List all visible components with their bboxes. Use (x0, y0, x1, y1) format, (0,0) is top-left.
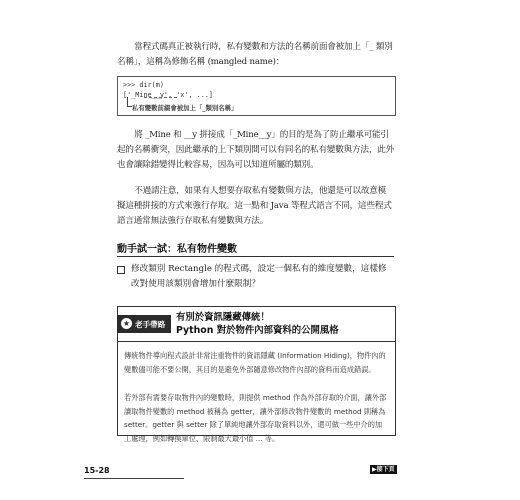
section-rule (117, 256, 394, 257)
tip-body-1: 傳統物件導向程式設計非常注重物件的資訊隱藏 (Information Hiding)，物件內的變數儘可能不要公開，其目的是避免外部隨意修改物件內部的資料而造成錯誤。 (124, 351, 386, 374)
code-line-dir: >>> dir(m) (123, 81, 164, 89)
exercise-item (117, 262, 394, 292)
tip-header (118, 307, 395, 342)
star-icon: ★ (122, 319, 131, 328)
tip-title-line-1: 有別於資訊隱藏傳統！ (176, 312, 270, 323)
paragraph-forced-access: 不過請注意，如果有人想要存取私有變數與方法，他還是可以故意模擬這種拼接的方式來強行存取。這一點和 Java 等程式語言不同，這些程式語言通常無法強行存取私有變數與方法。 (117, 186, 392, 226)
code-line-output: ['_Mine__y', 'x', ...] (123, 91, 214, 99)
tip-badge (117, 315, 171, 333)
expert-tip-box (117, 306, 396, 443)
continued-next-page-label: ▶接下頁 (372, 466, 395, 473)
tip-badge-label: 老手帶路 (135, 320, 166, 329)
tip-body-2: 若外部有需要存取物件內的變數時，則提供 method 作為外部存取的介面，讓外部讀取物件變數的 method 被稱為 getter，讓外部修改物件變數的 method 則稱為 setter。getter 與 setter 除了單純地讓外部存取資料以外，還可做一些中介的加工處理，例如轉換單位、限制最大最小值 ... 等。 (124, 393, 387, 443)
section-heading: 動手試一試：私有物件變數 (117, 244, 237, 255)
paragraph-mangled-intro: 當程式碼真正被執行時，私有變數和方法的名稱前面會被加上「_ 類別名稱」，這稱為修飾名稱 (mangled name)： (117, 42, 393, 67)
footer-rule (84, 478, 184, 479)
page-number: 15-28 (84, 466, 110, 475)
mangled-name-underline (144, 97, 177, 98)
exercise-text: 修改類別 Rectangle 的程式碼，設定一個私有的維度變數，這樣修改對使用該類別會增加什麼限制？ (131, 264, 387, 289)
tip-title-line-2: Python 對於物件內部資料的公開風格 (176, 325, 339, 336)
tip-title (176, 311, 339, 337)
checkbox-square-icon (117, 266, 125, 274)
paragraph-name-collision: 將 _Mine 和 __y 拼接成「_Mine__y」的目的是為了防止繼承可能引起的名稱衝突，因此繼承的上下類別間可以有同名的私有變數與方法，此外也會讓除錯變得比較容易，因為可以知道所屬的類別。 (117, 130, 394, 170)
code-annotation: 私有變數前綴會被加上「_類別名稱」 (132, 104, 238, 112)
code-example-box (117, 76, 396, 116)
